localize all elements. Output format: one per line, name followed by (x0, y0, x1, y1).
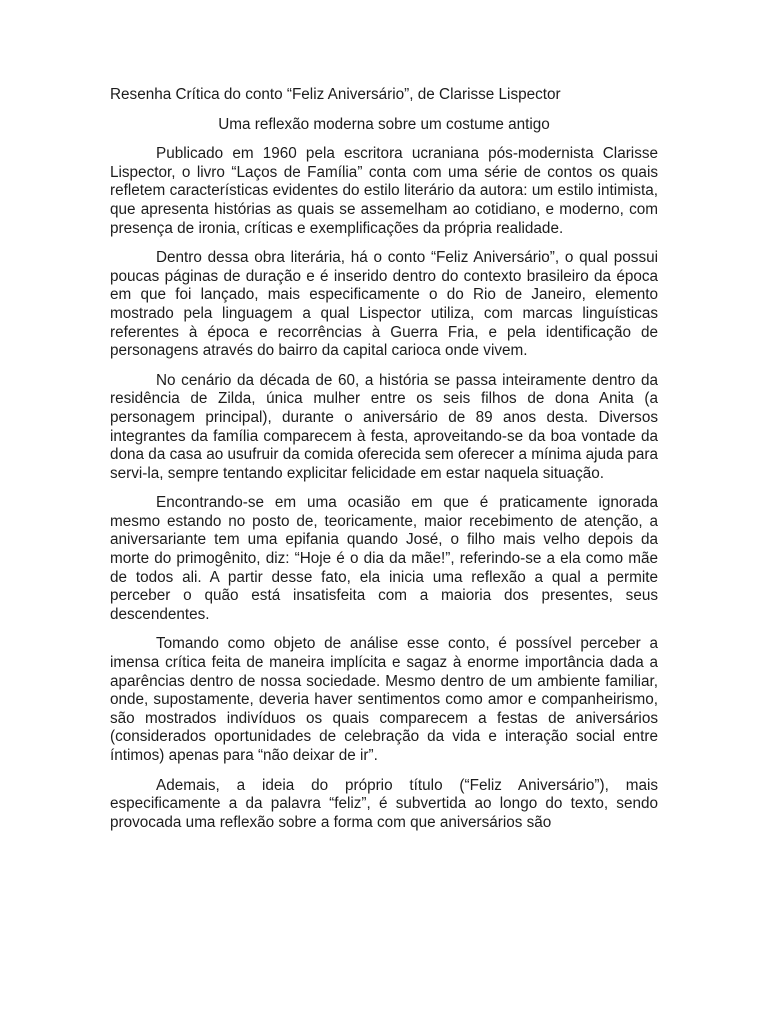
document-subtitle: Uma reflexão moderna sobre um costume antigo (218, 115, 550, 133)
document-page (110, 86, 658, 843)
paragraph-2: Dentro dessa obra literária, há o conto “Feliz Aniversário”, o qual possui poucas páginas de duração e é inserido dentro do contexto brasileiro da época em que foi lançado, mais especificamente o do Rio de Janeiro, elemento mostrado pela linguagem a qual Lispector utiliza, com marcas linguísticas referentes à época e recorrências à Guerra Fria, e pela identificação de personagens através do bairro da capital carioca onde vivem. (110, 249, 658, 360)
paragraph-6: Ademais, a ideia do próprio título (“Feliz Aniversário”), mais especificamente a da palavra “feliz”, é subvertida ao longo do texto, sendo provocada uma reflexão sobre a forma com que aniversários são (110, 776, 658, 831)
document-title: Resenha Crítica do conto “Feliz Aniversário”, de Clarisse Lispector (110, 86, 561, 103)
paragraph-3: No cenário da década de 60, a história se passa inteiramente dentro da residência de Zilda, única mulher entre os seis filhos de dona Anita (a personagem principal), durante o aniversário de 89 anos desta. Diversos integrantes da família comparecem à festa, aproveitando-se da boa vontade da dona da casa ao usufruir da comida oferecida sem oferecer a mínima ajuda para servi-la, sempre tentando explicitar felicidade em estar naquela situação. (110, 371, 658, 482)
paragraph-5: Tomando como objeto de análise esse conto, é possível perceber a imensa crítica feita de maneira implícita e sagaz à enorme importância dada a aparências dentro de nossa sociedade. Mesmo dentro de um ambiente familiar, onde, supostamente, deveria haver sentimentos como amor e companheirismo, são mostrados indivíduos os quais comparecem a festas de aniversários (considerados oportunidades de celebração da vida e interação social entre íntimos) apenas para “não deixar de ir”. (110, 635, 658, 764)
paragraph-4: Encontrando-se em uma ocasião em que é praticamente ignorada mesmo estando no posto de, teoricamente, maior recebimento de atenção, a aniversariante tem uma epifania quando José, o filho mais velho depois da morte do primogênito, diz: “Hoje é o dia da mãe!”, referindo-se a ela como mãe de todos ali. A partir desse fato, ela inicia uma reflexão a qual a permite perceber o quão está insatisfeita com a maioria dos presentes, seus descendentes. (110, 494, 658, 623)
paragraph-1: Publicado em 1960 pela escritora ucraniana pós-modernista Clarisse Lispector, o livro “Laços de Família” conta com uma série de contos os quais refletem características evidentes do estilo literário da autora: um estilo intimista, que apresenta histórias as quais se assemelham ao cotidiano, e moderno, com presença de ironia, críticas e exemplificações da própria realidade. (110, 145, 658, 237)
